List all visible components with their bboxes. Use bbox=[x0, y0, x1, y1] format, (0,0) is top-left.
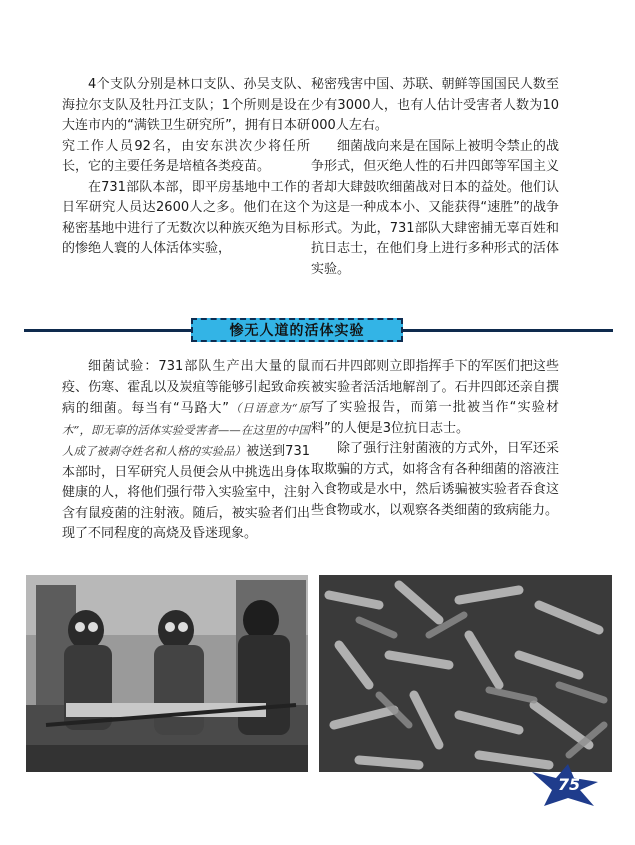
section-heading bbox=[191, 318, 403, 342]
paragraph-text: 被送到731本部时，日军研究人员便会从中挑选出身体健康的人，将他们强行带入实验室中，注射含有鼠疫菌的注射液。随后，被实验者们出现了不同程度的高烧及昏迷现象。 bbox=[62, 444, 310, 541]
paragraph-continued: 而石井四郎则立即指挥手下的军医们把这些被实验者活活地解剖了。石井四郎还亲自撰写了实验报告，而第一批被当作“实验材料”的人便是3位抗日志士。 bbox=[311, 359, 559, 436]
bottom-column-left bbox=[62, 357, 310, 545]
paragraph: 细菌战向来是在国际上被明令禁止的战争形式，但灭绝人性的石井四郎等军国主义者却大肆鼓吹细菌战对日本的益处。他们认为这是一种成本小、又能获得“速胜”的战争形式。为此，731部队大肆密捕无辜百姓和抗日志士，在他们身上进行多种形式的活体实验。 bbox=[311, 138, 559, 277]
paragraph-continued: 秘密残害中国、苏联、朝鲜等国国民人数至少有3000人，也有人估计受害者人数为10000人左右。 bbox=[311, 77, 559, 133]
paragraph bbox=[62, 357, 310, 545]
micrograph-illustration bbox=[319, 575, 612, 772]
heading-rule-right bbox=[403, 329, 613, 332]
bottom-column-right bbox=[311, 357, 559, 521]
paragraph: 除了强行注射菌液的方式外，日军还采取欺骗的方式，如将含有各种细菌的溶液注入食物或是水中，然后诱骗被实验者吞食这些食物或水，以观察各类细菌的致病能力。 bbox=[311, 441, 559, 518]
inline-annotation: （日语意为“原木”，即无辜的活体实验受害者——在这里的中国人成了被剥夺姓名和人格的实验品） bbox=[62, 401, 310, 458]
page-number: 75 bbox=[557, 775, 581, 794]
heading-rule-left bbox=[24, 329, 191, 332]
top-column-left bbox=[62, 75, 310, 260]
top-column-right bbox=[311, 75, 559, 280]
paragraph: 在731部队本部，即平房基地中工作的日军研究人员达2600人之多。他们在这个秘密基地中进行了无数次以种族灭绝为目标的惨绝人寰的人体活体实验， bbox=[62, 179, 310, 256]
bacteria-micrograph bbox=[319, 575, 612, 772]
historical-photo bbox=[26, 575, 308, 772]
section-heading-text: 惨无人道的活体实验 bbox=[229, 323, 365, 339]
paragraph: 4个支队分别是林口支队、孙吴支队、海拉尔支队及牡丹江支队；1个所则是设在大连市内的“满铁卫生研究所”，拥有日本研究工作人员92名，由安东洪次少将任所长，它的主要任务是培植各类疫苗。 bbox=[62, 77, 310, 174]
photo-illustration bbox=[26, 575, 308, 772]
paragraph-text: 细菌试验：731部队生产出大量的鼠疫、伤寒、霍乱以及炭疽等能够引起致命疾病的细菌。每当有“马路大” bbox=[62, 359, 310, 416]
